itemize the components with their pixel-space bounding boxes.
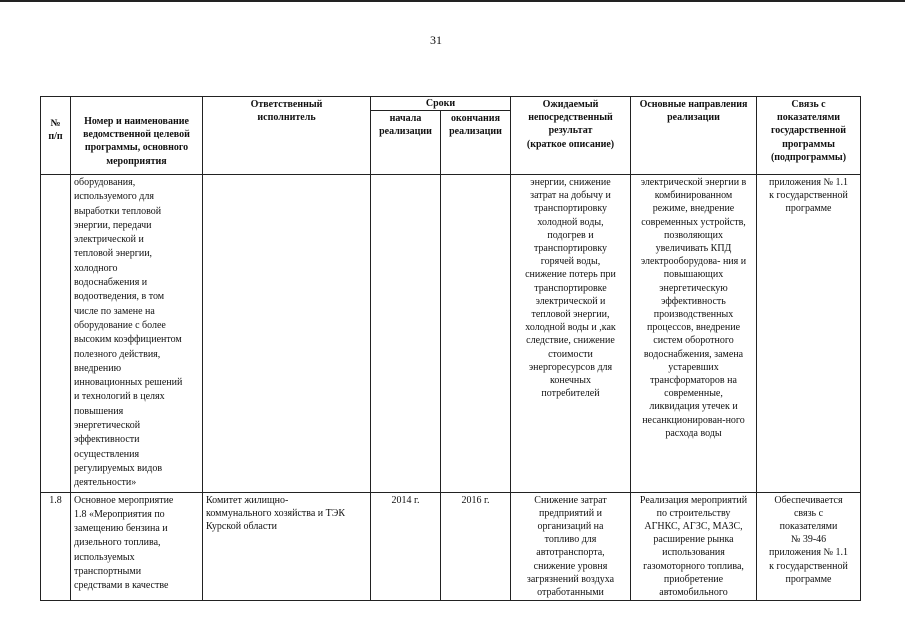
- cell-directions: электрической энергии в комбинированном режиме, внедрение современных устройств, позволяющих увеличивать КПД электрооборудова- ния и повышающих энергетическую эффективность производственных процессов, внедрение систем оборотного водоснабжения, замена устаревших трансформаторов на современные, ликвидация утечек и несанкционирован-ного расхода воды: [631, 175, 757, 493]
- header-link: Связь с показателями государственной программы (подпрограммы): [757, 97, 861, 175]
- header-num: № п/п: [41, 97, 71, 175]
- cell-name: Основное мероприятие 1.8 «Мероприятия по замещению бензина и дизельного топлива, используемых транспортными средствами в качестве: [71, 492, 203, 601]
- header-name: Номер и наименование ведомственной целевой программы, основного мероприятия: [71, 97, 203, 175]
- cell-expected: энергии, снижение затрат на добычу и транспортировку холодной воды, подогрев и транспортировку горячей воды, снижение потерь при транспортировке электрической и тепловой энергии, холодной воды и ,как следствие, снижение стоимости энергоресурсов для конечных потребителей: [511, 175, 631, 493]
- cell-start: [371, 175, 441, 493]
- cell-directions: Реализация мероприятий по строительству АГНКС, АГЗС, МАЗС, расширение рынка использования газомоторного топлива, приобретение автомобильного: [631, 492, 757, 601]
- cell-end: [441, 175, 511, 493]
- cell-num: 1.8: [41, 492, 71, 601]
- header-executor: Ответственный исполнитель: [203, 97, 371, 175]
- cell-name: оборудования, используемого для выработки тепловой энергии, передачи электрической и тепловой энергии, холодного водоснабжения и водоотведения, в том числе по замене на оборудование с более высоким коэффициентом полезного действия, внедрению инновационных решений и технологий в целях повышения энергетической эффективности осуществления регулируемых видов деятельности»: [71, 175, 203, 493]
- table-row: [41, 492, 861, 601]
- cell-link: Обеспечивается связь с показателями № 39-46 приложения № 1.1 к государственной программе: [757, 492, 861, 601]
- cell-link: приложения № 1.1 к государственной программе: [757, 175, 861, 493]
- header-end: окончания реализации: [441, 111, 511, 175]
- cell-executor: Комитет жилищно- коммунального хозяйства и ТЭК Курской области: [203, 492, 371, 601]
- page-number: 31: [430, 33, 442, 47]
- header-expected: Ожидаемый непосредственный результат (краткое описание): [511, 97, 631, 175]
- cell-end: 2016 г.: [441, 492, 511, 601]
- cell-executor: [203, 175, 371, 493]
- header-directions: Основные направления реализации: [631, 97, 757, 175]
- table-row: [41, 175, 861, 493]
- top-border-line: [0, 0, 905, 2]
- cell-expected: Снижение затрат предприятий и организаций на топливо для автотранспорта, снижение уровня загрязнений воздуха отработанными: [511, 492, 631, 601]
- cell-num: [41, 175, 71, 493]
- header-terms: Сроки: [371, 97, 511, 111]
- program-table: [40, 96, 861, 601]
- header-start: начала реализации: [371, 111, 441, 175]
- cell-start: 2014 г.: [371, 492, 441, 601]
